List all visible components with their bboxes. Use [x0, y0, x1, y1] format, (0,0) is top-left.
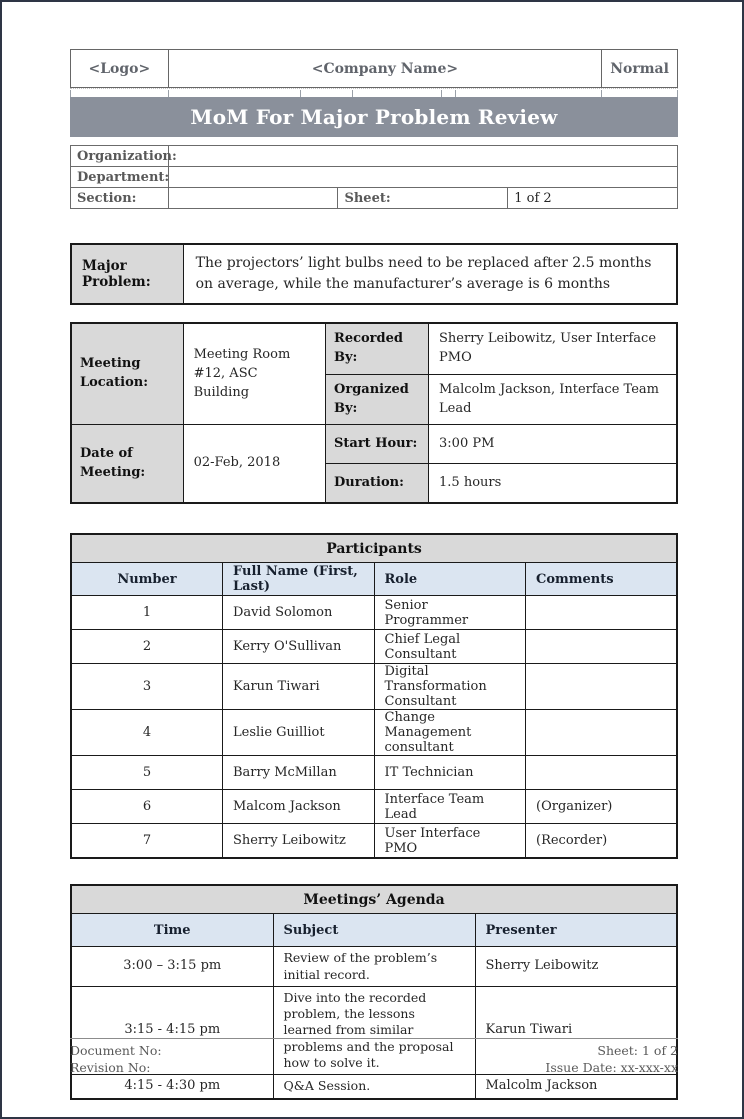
participant-fullname: Karun Tiwari [223, 664, 375, 710]
participant-comments [526, 710, 678, 756]
gridline-tick [601, 90, 602, 97]
agenda-header-row [71, 914, 677, 947]
organized-by-value: Malcolm Jackson, Interface Team Lead [429, 374, 677, 425]
participant-fullname: David Solomon [223, 596, 375, 630]
participant-number: 6 [71, 790, 223, 824]
agenda-row [71, 947, 677, 987]
participant-row [71, 630, 677, 664]
recorded-by-row [71, 323, 677, 374]
participant-comments: (Organizer) [526, 790, 678, 824]
participant-number: 2 [71, 630, 223, 664]
sheet-value: 1 of 2 [508, 188, 678, 209]
participant-comments [526, 596, 678, 630]
footer-left [70, 1043, 162, 1077]
participant-row [71, 790, 677, 824]
col-header-time: Time [71, 914, 273, 947]
col-header-comments: Comments [526, 563, 678, 596]
gridline-strip [70, 88, 678, 97]
organization-value [168, 146, 677, 167]
participant-fullname: Leslie Guilliot [223, 710, 375, 756]
agenda-row [71, 1075, 677, 1099]
participant-comments [526, 664, 678, 710]
page-footer [70, 1038, 678, 1077]
organization-row [71, 146, 678, 167]
participant-role: IT Technician [374, 756, 526, 790]
meeting-location-label: Meeting Location: [71, 323, 183, 425]
org-meta-table [70, 145, 678, 209]
agenda-time: 3:00 – 3:15 pm [71, 947, 273, 987]
document-no-label: Document No: [70, 1043, 162, 1058]
participant-fullname: Kerry O'Sullivan [223, 630, 375, 664]
section-label: Section: [71, 188, 169, 209]
participant-row [71, 710, 677, 756]
recorded-by-value: Sherry Leibowitz, User Interface PMO [429, 323, 677, 374]
participant-comments: (Recorder) [526, 824, 678, 858]
participant-row [71, 824, 677, 858]
agenda-time: 4:15 - 4:30 pm [71, 1075, 273, 1099]
gridline-tick [352, 90, 353, 97]
logo-placeholder: <Logo> [71, 50, 169, 88]
sheet-label: Sheet: [338, 188, 508, 209]
participant-number: 1 [71, 596, 223, 630]
participant-fullname: Malcom Jackson [223, 790, 375, 824]
participant-role: Digital Transformation Consultant [374, 664, 526, 710]
header-row [71, 50, 678, 88]
company-name-placeholder: <Company Name> [168, 50, 601, 88]
agenda-subject: Q&A Session. [273, 1075, 475, 1099]
department-value [168, 167, 677, 188]
agenda-title-row [71, 885, 677, 914]
col-header-subject: Subject [273, 914, 475, 947]
participant-fullname: Barry McMillan [223, 756, 375, 790]
participant-row [71, 664, 677, 710]
agenda-subject: Dive into the recorded problem, the lessons learned from similar problems and the proposal how to solve it. [273, 986, 475, 1074]
document-content [70, 49, 678, 1100]
department-label: Department: [71, 167, 169, 188]
gridline-tick [168, 90, 169, 97]
meeting-details-table [70, 322, 678, 504]
duration-label: Duration: [326, 464, 429, 503]
col-header-presenter: Presenter [475, 914, 677, 947]
col-header-fullname: Full Name (First, Last) [223, 563, 375, 596]
participant-row [71, 756, 677, 790]
participant-number: 3 [71, 664, 223, 710]
major-problem-row [71, 244, 677, 304]
footer-sheet: Sheet: 1 of 2 [597, 1043, 678, 1058]
doc-classification: Normal [602, 50, 678, 88]
participant-row [71, 596, 677, 630]
participant-number: 4 [71, 710, 223, 756]
gridline-tick [300, 90, 301, 97]
document-title-banner: MoM For Major Problem Review [70, 97, 678, 137]
meeting-date-value: 02-Feb, 2018 [183, 425, 325, 503]
recorded-by-label: Recorded By: [326, 323, 429, 374]
major-problem-label: Major Problem: [71, 244, 183, 304]
section-value [168, 188, 338, 209]
start-hour-value: 3:00 PM [429, 425, 677, 464]
agenda-time: 3:15 - 4:15 pm [71, 986, 273, 1074]
participant-role: Interface Team Lead [374, 790, 526, 824]
gridline-tick [441, 90, 442, 97]
revision-no-label: Revision No: [70, 1059, 151, 1075]
participant-number: 7 [71, 824, 223, 858]
section-row [71, 188, 678, 209]
participants-header-row [71, 563, 677, 596]
department-row [71, 167, 678, 188]
gridline-tick [677, 90, 678, 97]
gridline-tick [70, 90, 71, 97]
participant-number: 5 [71, 756, 223, 790]
participant-fullname: Sherry Leibowitz [223, 824, 375, 858]
organization-label: Organization: [71, 146, 169, 167]
agenda-presenter: Sherry Leibowitz [475, 947, 677, 987]
agenda-title: Meetings’ Agenda [71, 885, 677, 914]
participant-role: Change Management consultant [374, 710, 526, 756]
participants-title: Participants [71, 534, 677, 563]
agenda-presenter: Malcolm Jackson [475, 1075, 677, 1099]
start-hour-row [71, 425, 677, 464]
col-header-role: Role [374, 563, 526, 596]
participant-role: Chief Legal Consultant [374, 630, 526, 664]
gridline-tick [455, 90, 456, 97]
major-problem-text: The projectors’ light bulbs need to be replaced after 2.5 months on average, while the manufacturer’s average is 6 months [183, 244, 677, 304]
participant-comments [526, 756, 678, 790]
participants-title-row [71, 534, 677, 563]
meeting-date-label: Date of Meeting: [71, 425, 183, 503]
participant-role: User Interface PMO [374, 824, 526, 858]
agenda-subject: Review of the problem’s initial record. [273, 947, 475, 987]
agenda-presenter: Karun Tiwari [475, 986, 677, 1074]
meeting-location-value: Meeting Room #12, ASC Building [183, 323, 325, 425]
participant-role: Senior Programmer [374, 596, 526, 630]
footer-issue-date: Issue Date: xx-xxx-xx [545, 1059, 678, 1075]
col-header-number: Number [71, 563, 223, 596]
header-table [70, 49, 678, 88]
footer-right [545, 1043, 678, 1077]
participants-table [70, 533, 678, 859]
start-hour-label: Start Hour: [326, 425, 429, 464]
participant-comments [526, 630, 678, 664]
major-problem-table [70, 243, 678, 305]
duration-value: 1.5 hours [429, 464, 677, 503]
organized-by-label: Organized By: [326, 374, 429, 425]
